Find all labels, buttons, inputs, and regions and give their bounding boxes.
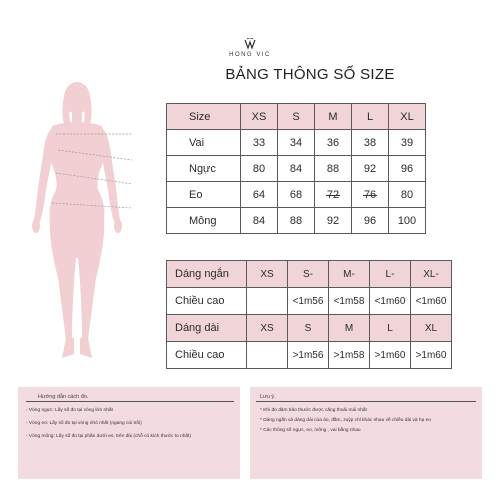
list-item: * Dáng ngắn và dáng dài của áo, đầm, zuýp chỉ khác nhau về chiều dài và hạ eo bbox=[260, 418, 431, 424]
struck-value: 76 bbox=[363, 188, 377, 201]
table-cell: 96 bbox=[352, 208, 389, 234]
size-row-bust bbox=[167, 156, 426, 182]
table-cell: 84 bbox=[278, 156, 315, 182]
long-dress-height-row bbox=[167, 342, 452, 369]
short-dress-height-row bbox=[167, 288, 452, 315]
list-item: * Khi đo đảm bảo thước được căng thoải mái nhất bbox=[260, 408, 367, 413]
body-silhouette-illustration bbox=[22, 78, 132, 368]
table-cell: 100 bbox=[389, 208, 426, 234]
size-header-cell: XS bbox=[247, 261, 288, 288]
table-cell: 34 bbox=[278, 130, 315, 156]
size-row-hip bbox=[167, 208, 426, 234]
table-cell: 80 bbox=[389, 182, 426, 208]
table-cell: <1m58 bbox=[329, 288, 370, 315]
notes-list bbox=[260, 408, 431, 439]
table-cell: >1m58 bbox=[329, 342, 370, 369]
measurement-guide-box bbox=[18, 387, 240, 479]
struck-value: 72 bbox=[326, 188, 340, 201]
table-cell: <1m56 bbox=[288, 288, 329, 315]
row-label: Mông bbox=[167, 208, 241, 234]
table-cell: 88 bbox=[278, 208, 315, 234]
notes-box bbox=[250, 387, 482, 479]
table-cell: 36 bbox=[315, 130, 352, 156]
long-dress-header bbox=[167, 315, 452, 342]
divider bbox=[256, 401, 476, 402]
table-cell: 84 bbox=[241, 208, 278, 234]
table-cell bbox=[352, 182, 389, 208]
size-header-cell: M bbox=[315, 104, 352, 130]
table-cell: 64 bbox=[241, 182, 278, 208]
table-cell: 92 bbox=[315, 208, 352, 234]
size-header-cell: S bbox=[288, 315, 329, 342]
size-header-cell: M bbox=[329, 315, 370, 342]
size-header-cell: XS bbox=[247, 315, 288, 342]
short-dress-label: Dáng ngắn bbox=[167, 261, 247, 288]
table-cell: 88 bbox=[315, 156, 352, 182]
size-header-cell: XL bbox=[411, 315, 452, 342]
size-header-cell: XS bbox=[241, 104, 278, 130]
logo-mark-icon bbox=[243, 38, 257, 50]
table-cell: 96 bbox=[389, 156, 426, 182]
size-header-cell: L- bbox=[370, 261, 411, 288]
row-label: Chiều cao bbox=[167, 288, 247, 315]
list-item: * Các thông số ngực, eo, mông , vai bằng nhau bbox=[260, 428, 361, 434]
divider bbox=[26, 401, 234, 402]
size-table bbox=[166, 103, 426, 234]
size-header-cell: XL bbox=[389, 104, 426, 130]
notes-title: Lưu ý. bbox=[260, 394, 276, 400]
size-header-cell: L bbox=[352, 104, 389, 130]
table-cell: 39 bbox=[389, 130, 426, 156]
list-item: - Vòng ngực: Lấy số đo tại vòng lớn nhất bbox=[26, 408, 113, 413]
table-cell: 33 bbox=[241, 130, 278, 156]
size-header-cell: XL- bbox=[411, 261, 452, 288]
page-title: BẢNG THÔNG SỐ SIZE bbox=[225, 66, 395, 83]
size-header-cell: M- bbox=[329, 261, 370, 288]
table-cell: 80 bbox=[241, 156, 278, 182]
guide-list bbox=[26, 408, 191, 448]
table-cell: 68 bbox=[278, 182, 315, 208]
guide-title: Hướng dẫn cách đo. bbox=[38, 394, 89, 400]
table-cell bbox=[247, 342, 288, 369]
table-cell: >1m60 bbox=[411, 342, 452, 369]
table-cell bbox=[247, 288, 288, 315]
brand-logo bbox=[218, 38, 282, 58]
table-cell: >1m56 bbox=[288, 342, 329, 369]
table-cell: 38 bbox=[352, 130, 389, 156]
size-header-cell: S- bbox=[288, 261, 329, 288]
list-item: - Vòng eo: Lấy số đo tại vòng nhỏ nhất (ngang cúi trôi) bbox=[26, 421, 142, 427]
size-header-cell: S bbox=[278, 104, 315, 130]
long-dress-label: Dáng dài bbox=[167, 315, 247, 342]
size-table-header bbox=[167, 104, 426, 130]
brand-name: HONG VIC bbox=[229, 52, 271, 58]
short-dress-header bbox=[167, 261, 452, 288]
row-label: Vai bbox=[167, 130, 241, 156]
table-cell: >1m60 bbox=[370, 342, 411, 369]
table-cell: <1m60 bbox=[370, 288, 411, 315]
dress-length-table bbox=[166, 260, 452, 369]
table-cell: 92 bbox=[352, 156, 389, 182]
size-row-shoulder bbox=[167, 130, 426, 156]
row-label: Ngực bbox=[167, 156, 241, 182]
size-header-label: Size bbox=[167, 104, 241, 130]
table-cell bbox=[315, 182, 352, 208]
list-item: - Vòng mông: Lấy số đo tại phần dưới eo, trên đùi (chỗ có kích thước to nhất) bbox=[26, 434, 191, 440]
row-label: Eo bbox=[167, 182, 241, 208]
table-cell: <1m60 bbox=[411, 288, 452, 315]
row-label: Chiều cao bbox=[167, 342, 247, 369]
size-header-cell: L bbox=[370, 315, 411, 342]
size-row-waist bbox=[167, 182, 426, 208]
